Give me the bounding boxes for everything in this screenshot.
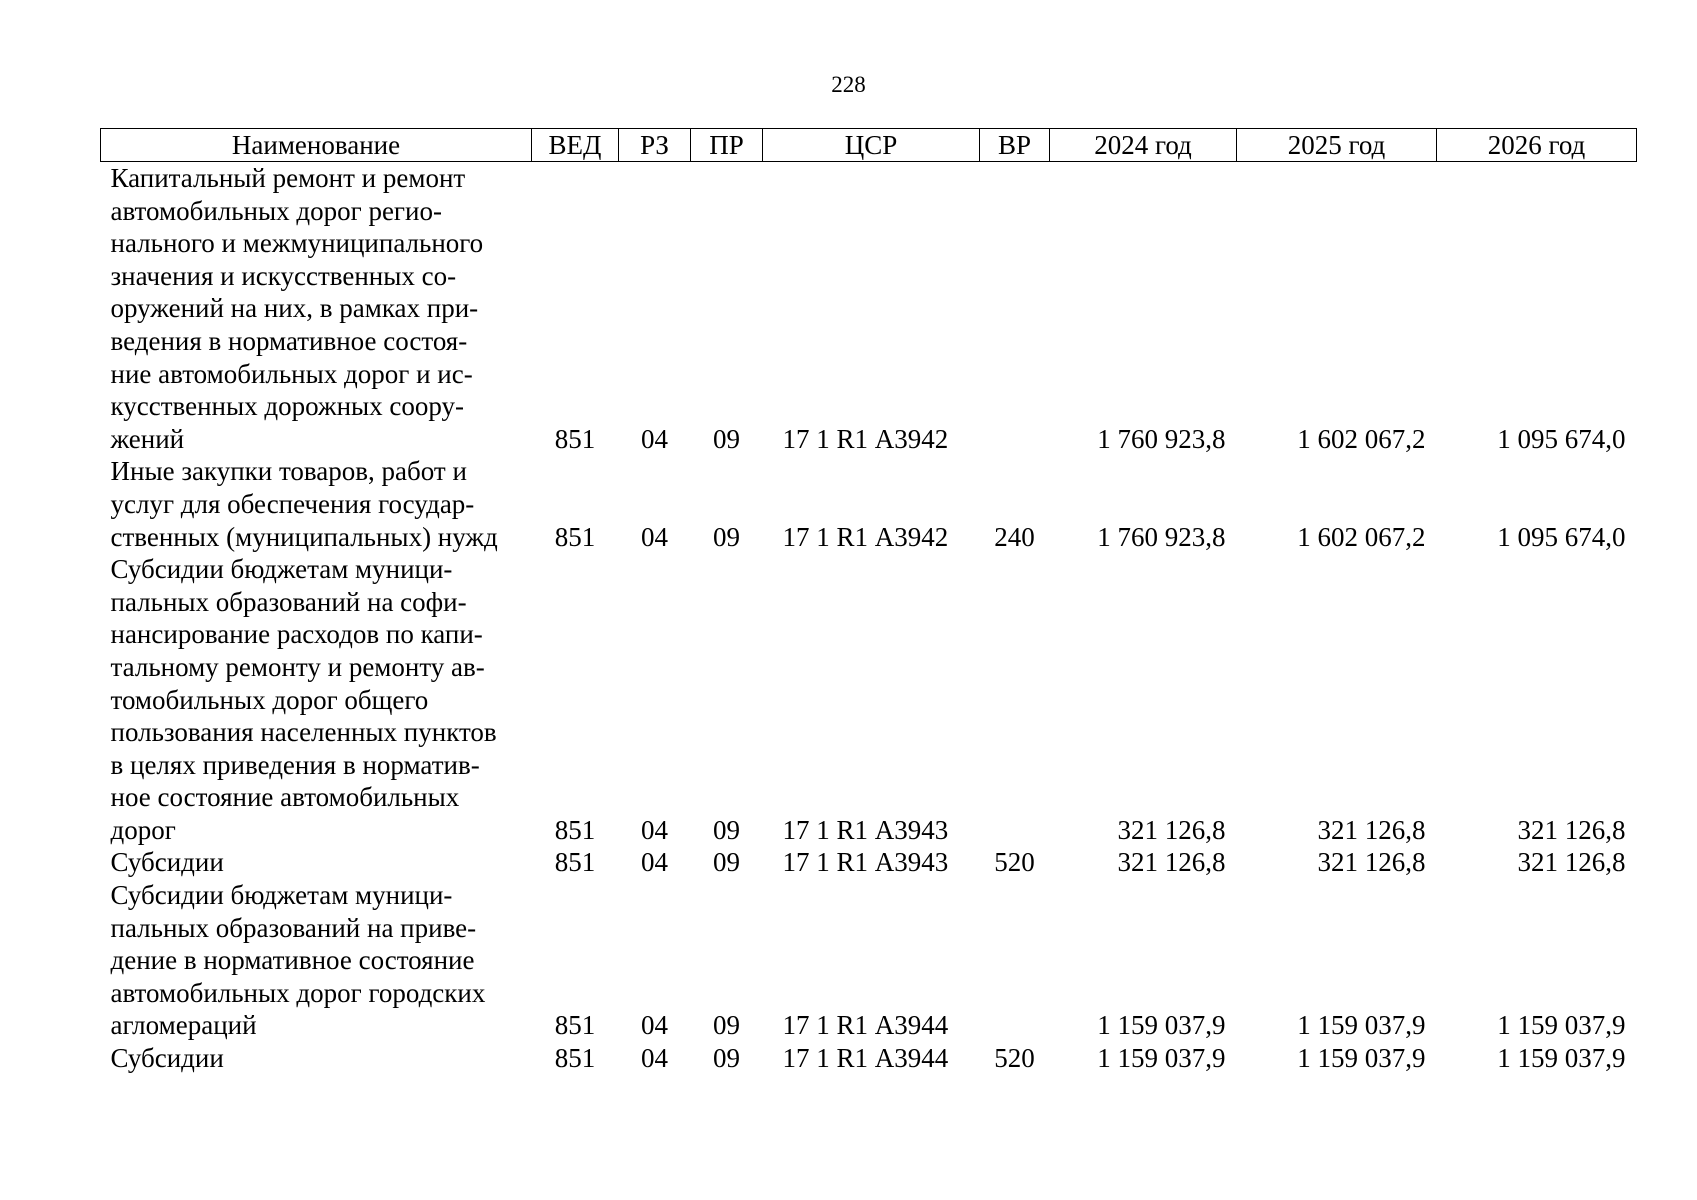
vr-cell xyxy=(980,162,1050,456)
table-body xyxy=(101,162,1637,1075)
budget-table xyxy=(100,128,1637,1075)
item-name-line: нансирование расходов по капи- xyxy=(110,619,483,650)
table-row xyxy=(101,1042,1637,1075)
table-row xyxy=(101,879,1637,1042)
amount-2025-cell: 321 126,8 xyxy=(1317,814,1426,845)
ved-cell: 851 xyxy=(554,1043,596,1074)
header-2026: 2026 год xyxy=(1437,129,1637,162)
amount-2024-cell: 1 760 923,8 xyxy=(1097,423,1226,454)
csr-cell: 17 1 R1 А3942 xyxy=(782,423,949,454)
header-rz: РЗ xyxy=(619,129,691,162)
header-2024: 2024 год xyxy=(1050,129,1237,162)
table-row xyxy=(101,553,1637,846)
amount-2024-cell: 1 760 923,8 xyxy=(1097,521,1226,552)
item-name-line: тальному ремонту и ремонту ав- xyxy=(110,651,485,682)
rz-cell: 04 xyxy=(641,814,668,845)
header-csr: ЦСР xyxy=(763,129,980,162)
item-name-line: автомобильных дорог городских xyxy=(110,977,486,1008)
item-name-cell xyxy=(101,879,532,1042)
amount-2026-cell: 321 126,8 xyxy=(1517,814,1626,845)
amount-2024-cell: 321 126,8 xyxy=(1117,847,1226,878)
vr-cell xyxy=(980,553,1050,846)
item-name-line: автомобильных дорог регио- xyxy=(110,195,442,226)
amount-2025-cell: 1 159 037,9 xyxy=(1297,1010,1426,1041)
item-name-line: ведения в нормативное состоя- xyxy=(110,325,468,356)
pr-cell: 09 xyxy=(713,423,740,454)
csr-cell: 17 1 R1 А3944 xyxy=(782,1010,949,1041)
amount-2026-cell: 321 126,8 xyxy=(1517,847,1626,878)
rz-cell: 04 xyxy=(641,847,668,878)
ved-cell: 851 xyxy=(554,814,596,845)
item-name-line: ние автомобильных дорог и ис- xyxy=(110,358,473,389)
amount-2025-cell: 1 159 037,9 xyxy=(1297,1043,1426,1074)
item-name-line: ное состояние автомобильных xyxy=(110,782,460,813)
item-name-cell xyxy=(101,162,532,456)
item-name-line: услуг для обеспечения государ- xyxy=(110,488,475,519)
amount-2024-cell: 321 126,8 xyxy=(1117,814,1226,845)
amount-2026-cell: 1 159 037,9 xyxy=(1497,1043,1626,1074)
item-name-line: оружений на них, в рамках при- xyxy=(110,293,479,324)
header-2025: 2025 год xyxy=(1237,129,1437,162)
rz-cell: 04 xyxy=(641,1043,668,1074)
item-name-line: агломераций xyxy=(110,1010,257,1041)
ved-cell: 851 xyxy=(554,847,596,878)
amount-2024-cell: 1 159 037,9 xyxy=(1097,1043,1226,1074)
pr-cell: 09 xyxy=(713,814,740,845)
vr-cell: 240 xyxy=(994,521,1035,552)
item-name-line: нального и межмуниципального xyxy=(110,228,484,259)
csr-cell: 17 1 R1 А3943 xyxy=(782,847,949,878)
csr-cell: 17 1 R1 А3942 xyxy=(782,521,949,552)
pr-cell: 09 xyxy=(713,1010,740,1041)
amount-2026-cell: 1 095 674,0 xyxy=(1497,521,1626,552)
pr-cell: 09 xyxy=(713,847,740,878)
amount-2025-cell: 1 602 067,2 xyxy=(1297,521,1426,552)
csr-cell: 17 1 R1 А3944 xyxy=(782,1043,949,1074)
table-row xyxy=(101,455,1637,553)
table-header-row xyxy=(101,129,1637,162)
vr-cell: 520 xyxy=(994,847,1035,878)
pr-cell: 09 xyxy=(713,521,740,552)
item-name-cell xyxy=(101,553,532,846)
table-row xyxy=(101,162,1637,456)
item-name-line: кусственных дорожных соору- xyxy=(110,391,465,422)
amount-2026-cell: 1 159 037,9 xyxy=(1497,1010,1626,1041)
item-name-line: дение в нормативное состояние xyxy=(110,945,475,976)
ved-cell: 851 xyxy=(554,521,596,552)
amount-2024-cell: 1 159 037,9 xyxy=(1097,1010,1226,1041)
amount-2025-cell: 1 602 067,2 xyxy=(1297,423,1426,454)
vr-cell xyxy=(980,879,1050,1042)
page-number: 228 xyxy=(831,72,866,97)
item-name-line: жений xyxy=(110,423,185,454)
header-ved: ВЕД xyxy=(532,129,619,162)
header-vr: ВР xyxy=(980,129,1050,162)
item-name-line: Иные закупки товаров, работ и xyxy=(110,456,467,487)
item-name-line: Субсидии xyxy=(110,1043,224,1074)
item-name-cell xyxy=(101,1042,532,1075)
pr-cell: 09 xyxy=(713,1043,740,1074)
header-name: Наименование xyxy=(101,129,532,162)
item-name-line: Субсидии бюджетам муници- xyxy=(110,554,453,585)
amount-2026-cell: 1 095 674,0 xyxy=(1497,423,1626,454)
item-name-cell xyxy=(101,455,532,553)
item-name-line: в целях приведения в норматив- xyxy=(110,749,480,780)
rz-cell: 04 xyxy=(641,1010,668,1041)
header-pr: ПР xyxy=(691,129,763,162)
item-name-line: ственных (муниципальных) нужд xyxy=(110,521,498,552)
item-name-line: Капитальный ремонт и ремонт xyxy=(110,163,466,193)
table-row xyxy=(101,846,1637,879)
item-name-line: дорог xyxy=(110,814,176,845)
ved-cell: 851 xyxy=(554,423,596,454)
amount-2025-cell: 321 126,8 xyxy=(1317,847,1426,878)
rz-cell: 04 xyxy=(641,521,668,552)
rz-cell: 04 xyxy=(641,423,668,454)
item-name-line: пальных образований на софи- xyxy=(110,586,467,617)
item-name-line: Субсидии xyxy=(110,847,224,878)
item-name-line: значения и искусственных со- xyxy=(110,260,457,291)
item-name-line: Субсидии бюджетам муници- xyxy=(110,880,453,911)
item-name-line: пользования населенных пунктов xyxy=(110,717,497,748)
csr-cell: 17 1 R1 А3943 xyxy=(782,814,949,845)
item-name-line: томобильных дорог общего xyxy=(110,684,429,715)
vr-cell: 520 xyxy=(994,1043,1035,1074)
item-name-cell xyxy=(101,846,532,879)
ved-cell: 851 xyxy=(554,1010,596,1041)
item-name-line: пальных образований на приве- xyxy=(110,912,477,943)
